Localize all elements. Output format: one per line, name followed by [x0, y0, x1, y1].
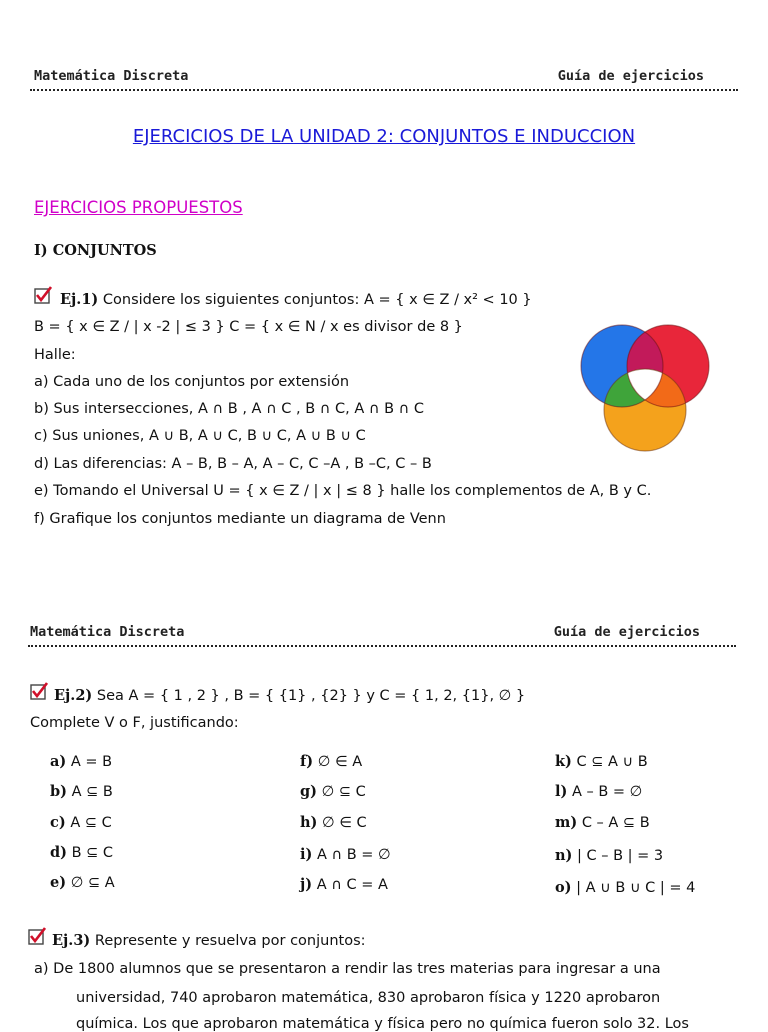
option-label: i)	[300, 846, 313, 863]
option-text: ∅ ⊆ C	[321, 784, 366, 800]
ej2-option-f	[300, 753, 362, 770]
ej2-option-i	[300, 846, 391, 863]
option-label: f)	[300, 753, 314, 770]
ej3-intro	[52, 932, 366, 949]
ej2-option-d	[50, 844, 113, 861]
option-text: A = B	[70, 754, 113, 770]
header-divider	[30, 89, 738, 91]
ej2-option-m	[555, 814, 650, 831]
option-text: B ⊆ C	[71, 845, 114, 861]
option-text: A ∩ B = ∅	[316, 847, 391, 863]
ej3-intro-text: Represente y resuelva por conjuntos:	[90, 933, 366, 949]
ej2-intro-text: Sea A = { 1 , 2 } , B = { {1} , {2} } y C = { 1, 2, {1}, ∅ }	[92, 688, 526, 704]
option-text: C ⊆ A ∪ B	[576, 754, 648, 770]
option-text: ∅ ∈ C	[322, 815, 367, 831]
ej3-line-a2: universidad, 740 aprobaron matemática, 830 aprobaron física y 1220 aprobaron	[76, 990, 661, 1006]
ej1-line2: B = { x ∈ Z / | x -2 | ≤ 3 } C = { x ∈ N / x es divisor de 8 }	[34, 319, 463, 335]
header-divider-2	[28, 645, 736, 647]
option-text: ∅ ⊆ A	[70, 875, 115, 891]
ej2-intro	[54, 687, 525, 704]
checkbox-checked-icon	[30, 682, 48, 700]
document-title: EJERCICIOS DE LA UNIDAD 2: CONJUNTOS E INDUCCION	[132, 126, 636, 147]
option-label: j)	[300, 876, 313, 893]
ej2-option-a	[50, 753, 112, 770]
ej1-item-f: f) Grafique los conjuntos mediante un diagrama de Venn	[34, 511, 446, 527]
option-text: | A ∪ B ∪ C | = 4	[576, 880, 696, 896]
option-text: ∅ ∈ A	[317, 754, 363, 770]
option-label: e)	[50, 874, 67, 891]
option-label: c)	[50, 814, 66, 831]
option-label: h)	[300, 814, 318, 831]
ej1-line3: Halle:	[34, 347, 76, 363]
option-label: g)	[300, 783, 317, 800]
option-label: k)	[555, 753, 572, 770]
ej2-option-o	[555, 879, 695, 896]
option-label: a)	[50, 753, 67, 770]
option-label: d)	[50, 844, 67, 861]
ej1-intro-text: Considere los siguientes conjuntos: A = { x ∈ Z / x² < 10 }	[98, 292, 532, 308]
option-text: | C – B | = 3	[577, 848, 664, 864]
option-text: A ∩ C = A	[316, 877, 388, 893]
header-course-2: Matemática Discreta	[30, 624, 185, 640]
section-heading: I) CONJUNTOS	[34, 242, 157, 259]
ej1-item-a: a) Cada uno de los conjuntos por extensión	[34, 374, 350, 390]
option-text: A – B = ∅	[571, 784, 643, 800]
venn-diagram-image	[578, 322, 716, 454]
ej1-intro	[60, 291, 532, 308]
ej2-option-c	[50, 814, 112, 831]
ej2-instruction: Complete V o F, justificando:	[30, 715, 239, 731]
ej2-option-e	[50, 874, 115, 891]
header-course: Matemática Discreta	[34, 68, 189, 84]
header-guide: Guía de ejercicios	[557, 68, 704, 84]
section-subtitle: EJERCICIOS PROPUESTOS	[34, 198, 243, 217]
option-label: n)	[555, 847, 573, 864]
ej3-tag: Ej.3)	[52, 932, 91, 949]
header-guide-2: Guía de ejercicios	[553, 624, 700, 640]
option-label: o)	[555, 879, 572, 896]
option-text: A ⊆ B	[71, 784, 113, 800]
ej1-item-b: b) Sus intersecciones, A ∩ B , A ∩ C , B ∩ C, A ∩ B ∩ C	[34, 401, 425, 417]
ej1-item-c: c) Sus uniones, A ∪ B, A ∪ C, B ∪ C, A ∪ B ∪ C	[34, 428, 366, 444]
option-text: A ⊆ C	[70, 815, 112, 831]
ej3-line-a1: a) De 1800 alumnos que se presentaron a rendir las tres materias para ingresar a una	[34, 961, 661, 977]
ej1-item-e: e) Tomando el Universal U = { x ∈ Z / | x | ≤ 8 } halle los complementos de A, B y C.	[34, 483, 652, 499]
option-text: C – A ⊆ B	[581, 815, 650, 831]
ej3-line-a3: química. Los que aprobaron matemática y física pero no química fueron solo 32. Los	[76, 1016, 689, 1032]
ej2-option-h	[300, 814, 367, 831]
option-label: l)	[555, 783, 568, 800]
checkbox-checked-icon	[34, 286, 52, 304]
ej1-tag: Ej.1)	[60, 291, 99, 308]
option-label: b)	[50, 783, 67, 800]
option-label: m)	[555, 814, 578, 831]
ej2-option-j	[300, 876, 388, 893]
ej2-tag: Ej.2)	[54, 687, 93, 704]
ej2-option-g	[300, 783, 366, 800]
ej2-option-k	[555, 753, 648, 770]
checkbox-checked-icon	[28, 927, 46, 945]
ej2-option-n	[555, 847, 663, 864]
ej2-option-l	[555, 783, 642, 800]
ej2-option-b	[50, 783, 113, 800]
ej1-item-d: d) Las diferencias: A – B, B – A, A – C, C –A , B –C, C – B	[34, 456, 432, 472]
